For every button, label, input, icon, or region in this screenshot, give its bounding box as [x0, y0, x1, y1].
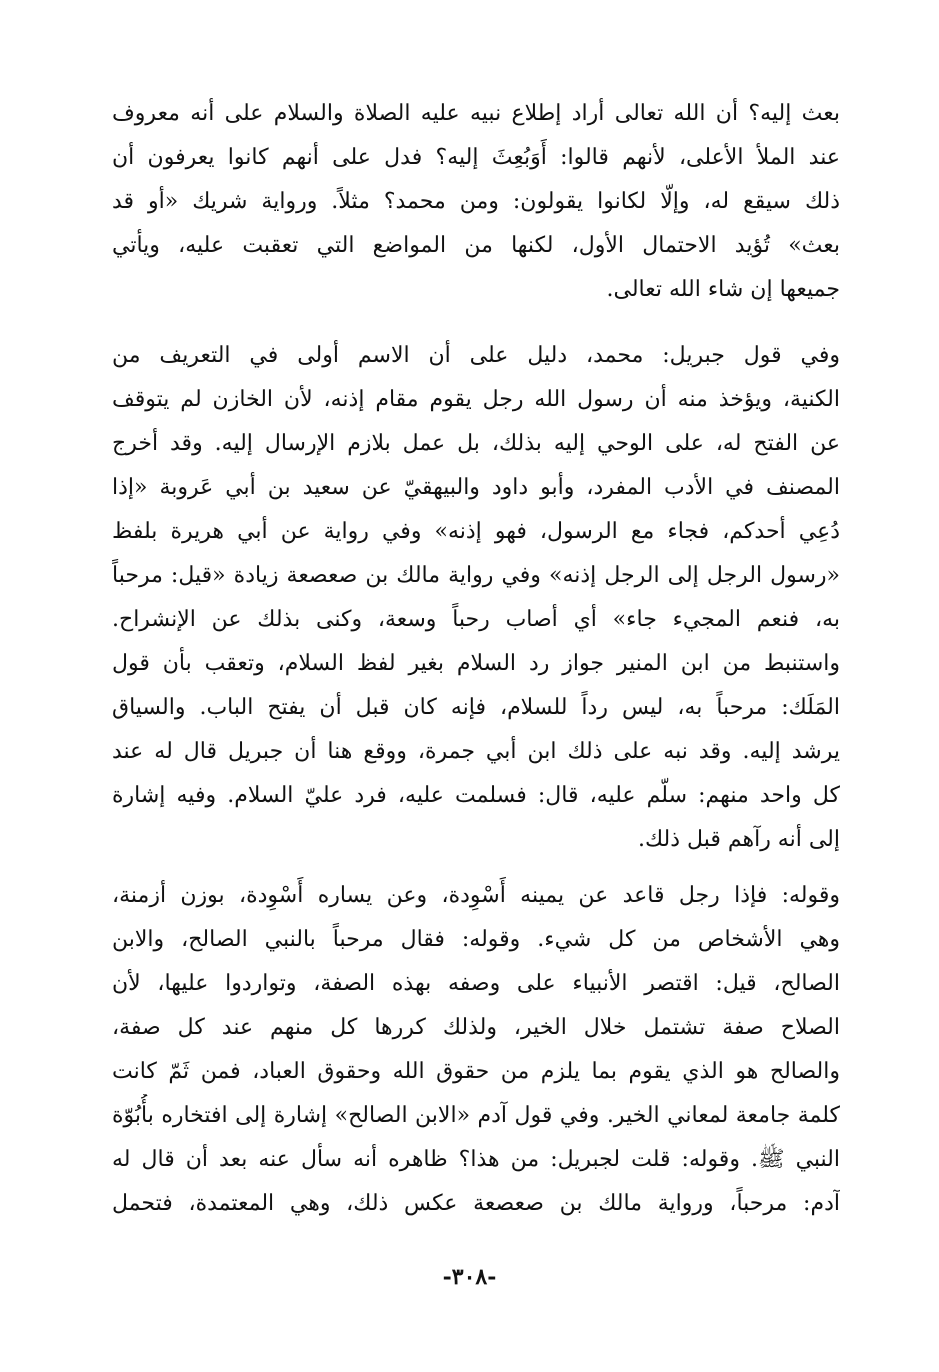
text-line: وهي الأشخاص من كل شيء. وقوله: فقال مرحباً بالنبي الصالح، والابن — [112, 927, 840, 952]
text-line: الكنية، ويؤخذ منه أن رسول الله رجل يقوم مقام إذنه، لأن الخازن لم يتوقف — [112, 387, 840, 412]
text-line: واستنبط من ابن المنير جواز رد السلام بغير لفظ السلام، وتعقب بأن قول — [112, 651, 840, 676]
text-line: ذلك سيقع له، وإلّا لكانوا يقولون: ومن محمد؟ مثلاً. ورواية شريك «أو قد — [112, 189, 840, 214]
text-line: «رسول الرجل إلى الرجل إذنه» وفي رواية مالك بن صعصعة زيادة «قيل: مرحباً — [112, 563, 840, 588]
text-line: إلى أنه رآهم قبل ذلك. — [638, 827, 840, 852]
paragraph-3 — [112, 874, 840, 1226]
text-line: المَلَك: مرحباً به، ليس رداً للسلام، فإنه كان قبل أن يفتح الباب. والسياق — [112, 695, 840, 720]
text-line: بعث» تُؤيد الاحتمال الأول، لكنها من المواضع التي تعقبت عليه، ويأتي — [112, 233, 840, 258]
text-line: وفي قول جبريل: محمد، دليل على أن الاسم أولى في التعريف من — [112, 343, 840, 368]
text-line: عن الفتح له، على الوحي إليه بذلك، بل عمل بلازم الإرسال إليه. وقد أخرج — [112, 431, 840, 456]
text-line: الصالح، قيل: اقتصر الأنبياء على وصفه بهذه الصفة، وتواردوا عليها، لأن — [112, 971, 840, 996]
text-line: بعث إليه؟ أن الله تعالى أراد إطلاع نبيه عليه الصلاة والسلام على أنه معروف — [112, 101, 840, 126]
paragraph-2 — [112, 334, 840, 862]
text-line: كل واحد منهم: سلّم عليه، قال: فسلمت عليه، فرد عليّ السلام. وفيه إشارة — [112, 783, 840, 808]
text-line: الصلاح صفة تشتمل خلال الخير، ولذلك كررها كل منهم عند كل صفة، — [112, 1015, 840, 1040]
text-line: يرشد إليه. وقد نبه على ذلك ابن أبي جمرة، ووقع هنا أن جبريل قال له عند — [112, 739, 840, 764]
text-line: جميعها إن شاء الله تعالى. — [606, 277, 840, 302]
text-line: آدم: مرحباً، ورواية مالك بن صعصعة عكس ذلك، وهي المعتمدة، فتحمل — [112, 1191, 840, 1216]
page-number: -٣٠٨- — [442, 1264, 497, 1290]
text-line: به، فنعم المجيء جاء» أي أصاب رحباً وسعة، وكنى بذلك عن الإنشراح. — [112, 607, 840, 632]
paragraph-1 — [112, 92, 840, 312]
text-line: المصنف في الأدب المفرد، وأبو داود والبيهقيّ عن سعيد بن أبي عَروبة «إذا — [112, 475, 840, 500]
text-line: وقوله: فإذا رجل قاعد عن يمينه أَسْوِدة، وعن يساره أَسْوِدة، بوزن أزمنة، — [112, 883, 840, 908]
text-line: والصالح هو الذي يقوم بما يلزم من حقوق الله وحقوق العباد، فمن ثَمّ كانت — [112, 1059, 840, 1084]
text-line: دُعِي أحدكم، فجاء مع الرسول، فهو إذنه» وفي رواية عن أبي هريرة بلفظ — [112, 519, 840, 544]
text-line: كلمة جامعة لمعاني الخير. وفي قول آدم «الابن الصالح» إشارة إلى افتخاره بأُبُوّة — [112, 1103, 840, 1128]
text-line: عند الملأ الأعلى، لأنهم قالوا: أَوَبُعِثَ إليه؟ فدل على أنهم كانوا يعرفون أن — [112, 145, 840, 170]
text-line: النبي ﷺ. وقوله: قلت لجبريل: من هذا؟ ظاهره أنه سأل عنه بعد أن قال له — [112, 1147, 840, 1172]
